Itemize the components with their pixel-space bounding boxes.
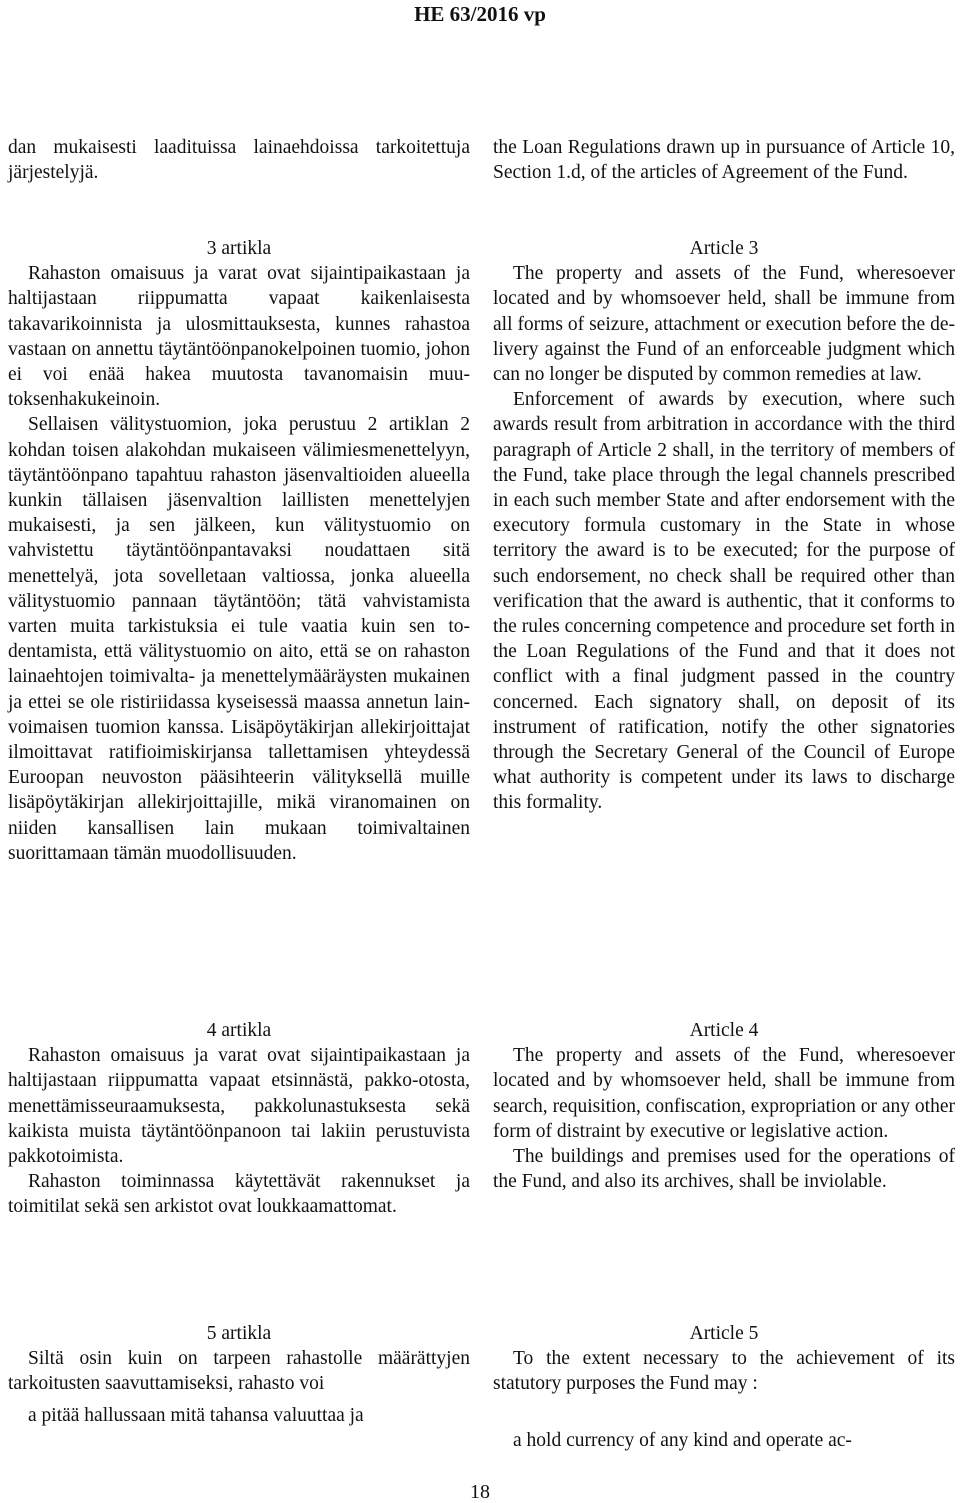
en-article-5-heading: Article 5 (689, 1323, 759, 1344)
fi-article-3-paragraph-1: Rahaston omaisuus ja varat ovat sijaintipaikastaan ja haltijastaan riippumatta vapaat kaikenlaisesta takavarikoinnista ja ulosmittauksesta, kunnes rahastoa vastaan on annettu täytäntöönpanokelpoinen tuomio, johon ei voi enää hakea muutosta tavanomaisin muutoksenhakukeinoin. (8, 263, 470, 411)
fi-article-5-heading: 5 artikla (206, 1323, 272, 1344)
en-article-5-item-a: a hold currency of any kind and operate ac- (513, 1429, 852, 1451)
fi-article-5 (8, 1321, 470, 1428)
page-number: 18 (470, 1481, 490, 1503)
fi-article-5-paragraph-1: Siltä osin kuin on tarpeen rahastolle määrättyjen tarkoitusten saavuttamiseksi, rahasto voi (8, 1348, 470, 1395)
fi-article-3 (8, 236, 470, 866)
fi-article-4-heading: 4 artikla (206, 1020, 272, 1041)
en-article-5 (493, 1321, 955, 1453)
fi-article-5-item-a: a pitää hallussaan mitä tahansa valuuttaa ja (28, 1404, 364, 1426)
en-article-4-heading: Article 4 (689, 1020, 759, 1041)
fi-article-4-paragraph-1: Rahaston omaisuus ja varat ovat sijaintipaikastaan ja haltijastaan riippumatta vapaat etsinnästä, pakko-otosta, menettämisseuraamuksesta, pakkolunastuksesta sekä kaikista muista täytäntöönpanoon tai lakiin perustuvista pakkotoimista. (8, 1045, 470, 1168)
en-article-4-paragraph-2: The buildings and premises used for the operations of the Fund, and also its archives, shall be inviolable. (493, 1146, 955, 1193)
fi-article-4 (8, 1018, 470, 1220)
en-article-3-heading: Article 3 (689, 238, 759, 259)
fi-article-3-paragraph-2: Sellaisen välitystuomion, joka perustuu 2 artiklan 2 kohdan toisen alakohdan mukaiseen välimiesmenettelyyn, täytäntöönpano tapahtuu rahaston jäsenvaltioiden alueella kunkin tällaisen jäsenvaltion laillisten menettelyjen mukaisesti, ja sen jälkeen, kun välitystuomio on vahvistettu täytäntöönpantavaksi noudattaen sitä menettelyä, jota sovelletaan valtiossa, jonka alueella välitystuomio pannaan täytäntöön; tätä vahvistamista varten muita tarkistuksia ei tule vaatia kuin sen todentamista, että välitystuomio on aito, että se on rahaston lainaehtojen toimivalta- ja menettelymääräysten mukainen ja ettei se ole ristiriidassa kyseisessä maassa annetun lainvoimaisen tuomion kanssa. Lisäpöytäkirjan allekirjoittajat ilmoittavat ratifioimiskirjansa tallettamisen yhteydessä Euroopan neuvoston pääsihteerin välityksellä muille lisäpöytäkirjan allekirjoittajille, mikä viranomainen on niiden kansallisen lain mukaan toimivaltainen suorittamaan tämän muodollisuuden. (8, 414, 470, 864)
en-intro (493, 135, 955, 185)
fi-article-3-heading: 3 artikla (206, 238, 272, 259)
en-article-5-paragraph-1: To the extent necessary to the achievement of its statutory purposes the Fund may : (493, 1348, 955, 1395)
en-article-3-paragraph-2: Enforcement of awards by execution, where such awards result from arbitration in accordance with the third paragraph of Article 2 shall, in the territory of members of the Fund, take place through the legal channels prescribed in each such member State and after endorsement with the executory formula customary in the State in whose territory the award is to be executed; for the purpose of such endorsement, no check shall be required other than verification that the award is authentic, that it conforms to the rules concerning competence and procedure set forth in the Loan Regulations of the Fund and that it does not conflict with a final judgment passed in the country concerned. Each signatory shall, on deposit of its instrument of ratification, notify the other signatories through the Secretary General of the Council of Europe what authority is competent under its laws to discharge this formality. (493, 389, 955, 814)
fi-intro (8, 135, 470, 185)
en-article-3 (493, 236, 955, 816)
en-intro-text: the Loan Regulations drawn up in pursuance of Article 10, Section 1.d, of the articles of Agreement of the Fund. (493, 137, 955, 184)
en-article-4-paragraph-1: The property and assets of the Fund, wheresoever located and by whomsoever held, shall be immune from search, requisition, confiscation, expropriation or any other form of distraint by executive or legislative action. (493, 1045, 955, 1142)
fi-intro-text: dan mukaisesti laadituissa lainaehdoissa tarkoitettuja järjestelyjä. (8, 137, 470, 184)
fi-article-4-paragraph-2: Rahaston toiminnassa käytettävät rakennukset ja toimitilat sekä sen arkistot ovat loukkaamattomat. (8, 1171, 470, 1218)
document-header: HE 63/2016 vp (414, 2, 546, 26)
en-article-3-paragraph-1: The property and assets of the Fund, wheresoever located and by whomsoever held, shall be immune from all forms of seizure, attachment or execution before the delivery against the Fund of an enforceable judgment which can no longer be disputed by common remedies at law. (493, 263, 955, 386)
en-article-4 (493, 1018, 955, 1194)
